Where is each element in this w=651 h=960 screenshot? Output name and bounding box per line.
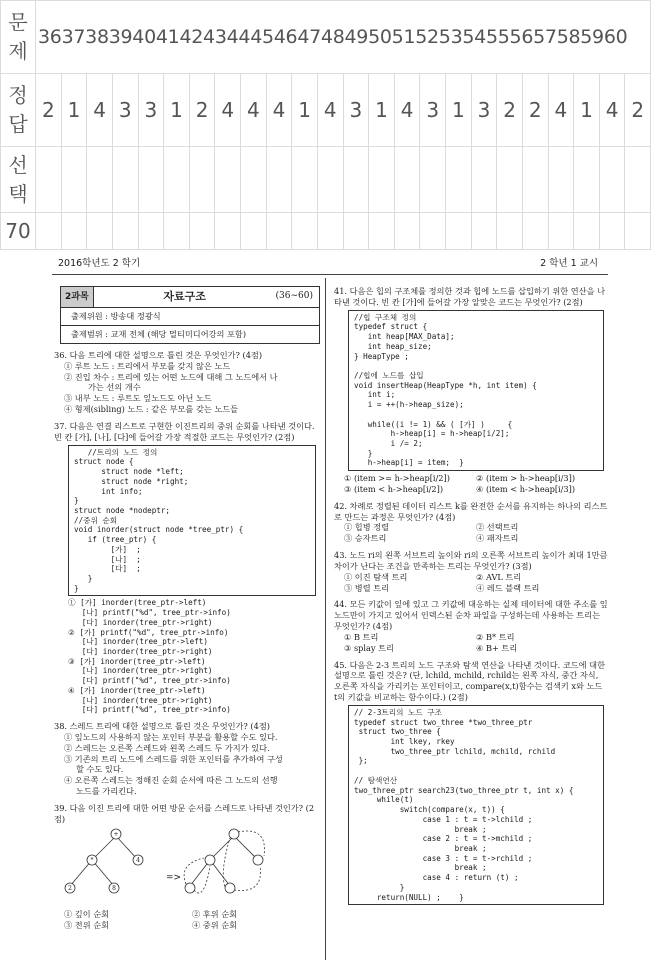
node-label: 4 <box>136 857 140 865</box>
extra-cell <box>394 213 420 250</box>
option: ② AVL 트리 <box>476 571 522 582</box>
answer-cell: 4 <box>266 74 292 147</box>
selection-cell[interactable] <box>189 147 215 213</box>
extra-cell <box>87 213 113 250</box>
answer-cell: 2 <box>625 74 651 147</box>
options-grid <box>344 522 608 544</box>
options-grid <box>344 473 608 495</box>
option: ① 깊이 순회 <box>64 909 110 920</box>
question-text: 42. 차례로 정렬된 데이터 리스트 k를 완전한 순서를 유지하는 하나의 리스트로 만드는 과정은 무엇인가? (4점) <box>334 500 608 522</box>
selection-cell[interactable] <box>343 147 369 213</box>
answer-cell: 1 <box>61 74 87 147</box>
selection-cell[interactable] <box>61 147 87 213</box>
selection-cell[interactable] <box>471 147 497 213</box>
question-41 <box>334 286 608 495</box>
extra-cell <box>574 213 600 250</box>
exam-header-right: 2 학년 1 교시 <box>540 258 598 269</box>
answer-cell: 4 <box>599 74 625 147</box>
selection-cell[interactable] <box>36 147 62 213</box>
tree-node <box>205 855 215 865</box>
extra-cell <box>292 213 318 250</box>
code-block: //트리의 노드 정의 struct node { struct node *left; struct node *right; int info; } struct node *nodeptr; //중위 순회 void inorder(struct node *tree_ptr) { if (tree_ptr) { [가] ; [나] ; [다] ; } } <box>68 445 316 597</box>
option: ② 스레드는 오른쪽 스레드와 왼쪽 스레드 두 가지가 있다. <box>64 742 270 753</box>
node-label: 8 <box>112 885 116 893</box>
question-text: 38. 스레드 트리에 대한 설명으로 틀린 것은 무엇인가? (4점) <box>54 721 270 732</box>
tree-node <box>185 883 195 893</box>
answer-cell: 4 <box>241 74 267 147</box>
answer-cell: 3 <box>138 74 164 147</box>
answer-cell: 4 <box>548 74 574 147</box>
question-36 <box>54 350 320 415</box>
option-continuation: 가는 선의 개수 <box>88 382 141 393</box>
option: ④ (item < h->heap[i/3]) <box>476 483 576 494</box>
option: ② 후위 순회 <box>192 909 238 920</box>
option: ④ B+ 트리 <box>476 642 518 653</box>
selection-cell[interactable] <box>241 147 267 213</box>
extra-cell <box>189 213 215 250</box>
answer-options: ① [가] inorder(tree_ptr->left) [나] printf("%d", tree_ptr->info) [다] inorder(tree_ptr->right) ② [가] printf("%d", tree_ptr->info) [나] inorder(tree_ptr->left) [다] inorder(tree_ptr->right) ③ [가] inorder(tree_ptr->left) [나] inorder(tree_ptr->right) [다] printf("%d", tree_ptr->info) ④ [가] inorder(tree_ptr->left) [나] inorder(tree_ptr->right) [다] printf("%d", tree_ptr->info) <box>68 598 231 715</box>
question-text: 45. 다음은 2-3 트리의 노드 구조와 탐색 연산을 나타낸 것이다. 코드에 대한 설명으로 틀린 것은? (단, lchild, mchild, rchild는 왼쪽 자식, 중간 자식, 오른쪽 자식을 가리키는 포인터이고, compare(x,t)함수는 검색키 x와 노드 t의 키값을 비교하는 함수이다.) (2점) <box>334 659 605 703</box>
subject-author: 출제위원 : 방송대 정광식 <box>61 308 319 326</box>
subject-box <box>60 286 320 344</box>
answer-cell: 2 <box>189 74 215 147</box>
selection-cell[interactable] <box>292 147 318 213</box>
answer-cell: 2 <box>522 74 548 147</box>
selection-cell[interactable] <box>446 147 472 213</box>
extra-cell <box>112 213 138 250</box>
option: ③ splay 트리 <box>344 642 394 653</box>
question-text: 39. 다음 이진 트리에 대한 어떤 방문 순서를 스레드로 나타낸 것인가? (2점) <box>54 802 315 824</box>
node-label: 2 <box>68 885 72 893</box>
option: ③ 승자트리 <box>344 533 387 544</box>
grid-row-extra <box>1 213 651 250</box>
grid-row-question-numbers <box>1 1 651 74</box>
arrow-icon: => <box>166 873 182 884</box>
answer-cell: 2 <box>497 74 523 147</box>
selection-cell[interactable] <box>420 147 446 213</box>
option: ③ 병렬 트리 <box>344 582 390 593</box>
selection-cell[interactable] <box>369 147 395 213</box>
code-block: //힙 구조체 정의 typedef struct { int heap[MAX_Data]; int heap_size; } HeapType ; //힙에 노드를 삽입 void insertHeap(HeapType *h, int item) { int i; i = ++(h->heap_size); while((i != 1) && ( [가] ) { h->heap[i] = h->heap[i/2]; i /= 2; } h->heap[i] = item; } <box>348 310 604 472</box>
grid-row-answers <box>1 74 651 147</box>
grid-header-selection: 선택 <box>1 147 36 213</box>
question-44 <box>334 599 608 653</box>
question-43 <box>334 550 608 593</box>
option-continuation: 노드를 가리킨다. <box>76 786 137 796</box>
exam-header-left: 2016학년도 2 학기 <box>58 258 141 269</box>
question-45 <box>334 660 608 906</box>
option: ④ 형제(sibling) 노드 : 같은 부모를 갖는 노드들 <box>64 404 239 415</box>
grid-row-selection <box>1 147 651 213</box>
answer-cell: 3 <box>343 74 369 147</box>
selection-cell[interactable] <box>574 147 600 213</box>
selection-cell[interactable] <box>215 147 241 213</box>
extra-cell <box>420 213 446 250</box>
option-continuation: 할 수도 있다. <box>76 764 124 775</box>
selection-cell[interactable] <box>599 147 625 213</box>
extra-cell <box>36 213 62 250</box>
answer-cell: 1 <box>446 74 472 147</box>
exam-left-column <box>52 282 320 931</box>
option: ④ 오른쪽 스레드는 정해진 순회 순서에 따른 그 노드의 선행 <box>64 775 278 786</box>
answer-cell: 1 <box>574 74 600 147</box>
question-37 <box>54 421 320 715</box>
answer-cell: 2 <box>36 74 62 147</box>
option: ③ (item < h->heap[i/2]) <box>344 483 444 494</box>
question-text: 36. 다음 트리에 대한 설명으로 틀린 것은 무엇인가? (4점) <box>54 350 263 360</box>
extra-cell <box>522 213 548 250</box>
selection-cell[interactable] <box>548 147 574 213</box>
answer-cell: 4 <box>317 74 343 147</box>
subject-scope: 출제범위 : 교재 전체 (해당 멀티미디어강의 포함) <box>71 329 247 339</box>
options-grid <box>344 632 608 654</box>
subject-tag: 2과목 <box>61 287 94 307</box>
option: ① 힙병 정렬 <box>344 522 390 533</box>
option: ① B 트리 <box>344 631 379 642</box>
option: ② 진입 차수 : 트리에 있는 어떤 노드에 대해 그 노드에서 나 <box>64 371 278 382</box>
options-grid <box>64 909 320 931</box>
selection-cell[interactable] <box>317 147 343 213</box>
extra-cell <box>471 213 497 250</box>
question-text: 41. 다음은 힙의 구조체를 정의한 것과 힙에 노드를 삽입하기 위한 연산을 나타낸 것이다. 빈 칸 [가]에 들어갈 가장 알맞은 코드는 무엇인가? (2점) <box>334 286 606 307</box>
option: ① (item >= h->heap[i/2]) <box>344 473 450 484</box>
extra-cell <box>625 213 651 250</box>
option: ③ 내부 노드 : 루트도 잎노드도 아닌 노드 <box>64 393 212 404</box>
options-grid <box>344 572 608 594</box>
answer-cell: 4 <box>87 74 113 147</box>
option: ② (item > h->heap[i/3]) <box>476 473 576 484</box>
selection-cell[interactable] <box>625 147 651 213</box>
extra-cell <box>497 213 523 250</box>
question-number-sequence: 36373839404142434445464748495051525354555657585960 <box>36 1 651 74</box>
option: ① 이진 탐색 트리 <box>344 571 408 582</box>
tree-node <box>225 883 235 893</box>
selection-cell[interactable] <box>138 147 164 213</box>
header-divider <box>52 274 608 275</box>
option: ④ 패자트리 <box>476 533 519 544</box>
extra-cell <box>241 213 267 250</box>
selection-cell[interactable] <box>497 147 523 213</box>
option: ④ 중위 순회 <box>192 920 238 931</box>
option: ① 루트 노드 : 트리에서 부모를 갖지 않은 노드 <box>64 360 231 371</box>
option: ② B* 트리 <box>476 631 515 642</box>
tree-node <box>229 829 239 839</box>
extra-cell <box>446 213 472 250</box>
column-divider <box>325 278 326 960</box>
answer-cell: 1 <box>369 74 395 147</box>
selection-cell[interactable] <box>522 147 548 213</box>
answer-cell: 3 <box>112 74 138 147</box>
selection-cell[interactable] <box>87 147 113 213</box>
grid-header-extra: 70 <box>1 213 36 250</box>
question-39 <box>54 803 320 931</box>
extra-cell <box>266 213 292 250</box>
answer-grid <box>0 0 651 250</box>
question-42 <box>334 501 608 544</box>
node-label: * <box>90 857 94 865</box>
answer-cell: 3 <box>420 74 446 147</box>
option: ③ 전위 순회 <box>64 920 110 931</box>
option: ② 선택트리 <box>476 522 519 533</box>
question-text: 44. 모든 키값이 잎에 있고 그 키값에 대응하는 실제 데이터에 대한 주소를 잎 노드만이 가지고 있어서 인덱스된 순차 파일을 구성하는데 사용하는 트리는 무엇인가? (4점) <box>334 599 608 632</box>
answer-cell: 1 <box>292 74 318 147</box>
grid-header-question: 문제 <box>1 1 36 74</box>
exam-right-column <box>332 282 608 907</box>
extra-cell <box>215 213 241 250</box>
extra-cell <box>548 213 574 250</box>
extra-cell <box>369 213 395 250</box>
subject-name: 자료구조 <box>163 289 206 303</box>
question-text: 43. 노드 ri의 왼쪽 서브트리 높이와 ri의 오른쪽 서브트리 높이가 최대 1만큼 차이가 난다는 조건을 만족하는 트리는 무엇인가? (3점) <box>334 550 608 571</box>
extra-cell <box>61 213 87 250</box>
answer-cell: 3 <box>471 74 497 147</box>
answer-cell: 1 <box>164 74 190 147</box>
option: ④ 레드 블랙 트리 <box>476 582 540 593</box>
question-text: 37. 다음은 연결 리스트로 구현한 이진트리의 중위 순회를 나타낸 것이다. 빈 칸 [가], [나], [다]에 들어갈 가장 적절한 코드는 무엇인가? (2점) <box>54 420 315 442</box>
option: ③ 기존의 트리 노드에 스레드를 위한 포인터를 추가하여 구성 <box>64 753 283 764</box>
option: ① 잎노드의 사용하지 않는 포인터 부분을 활용할 수도 있다. <box>64 731 278 742</box>
binary-tree-diagram <box>54 824 304 906</box>
selection-cell[interactable] <box>266 147 292 213</box>
answer-cell: 4 <box>215 74 241 147</box>
extra-cell <box>343 213 369 250</box>
code-block: // 2-3트리의 노드 구조 typedef struct two_three *two_three_ptr struct two_three { int lkey, rkey two_three_ptr lchild, mchild, rchild }; // 탐색연산 two_three_ptr search23(two_three_ptr t, int x) { while(t) switch(compare(x, t)) { case 1 : t = t->lchild ; break ; case 2 : t = t->mchild ; break ; case 3 : t = t->rchild ; break ; case 4 : return (t) ; } return(NULL) ; } <box>348 705 604 905</box>
tree-node <box>253 855 263 865</box>
extra-cell <box>138 213 164 250</box>
selection-cell[interactable] <box>394 147 420 213</box>
extra-cell <box>164 213 190 250</box>
extra-cell <box>599 213 625 250</box>
exam-page <box>52 252 608 960</box>
grid-header-answer: 정답 <box>1 74 36 147</box>
selection-cell[interactable] <box>112 147 138 213</box>
selection-cell[interactable] <box>164 147 190 213</box>
answer-cell: 4 <box>394 74 420 147</box>
question-38 <box>54 721 320 797</box>
extra-cell <box>317 213 343 250</box>
node-label: + <box>113 831 119 839</box>
subject-range: (36∼60) <box>275 291 313 302</box>
